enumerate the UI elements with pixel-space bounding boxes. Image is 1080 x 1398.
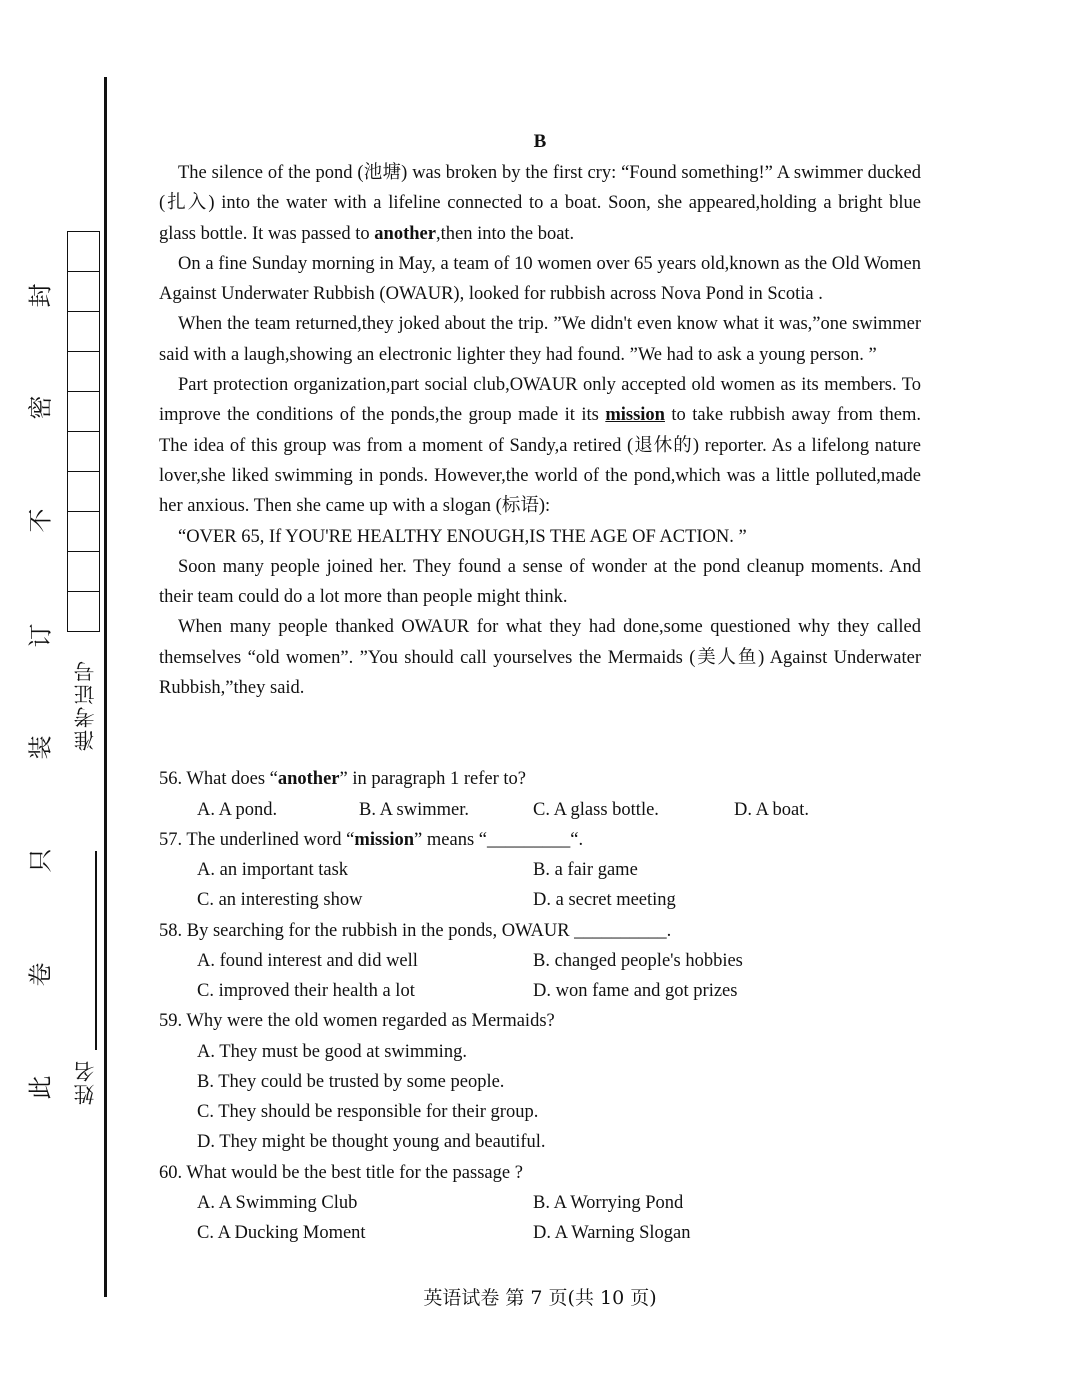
paragraph: “OVER 65, If YOU'RE HEALTHY ENOUGH,IS THE AGE OF ACTION. ” <box>178 526 747 547</box>
seal-char: 只 <box>26 848 55 873</box>
option-60c[interactable]: C. A Ducking Moment <box>197 1223 366 1243</box>
text: ,then into the boat. <box>435 223 575 244</box>
option-60a[interactable]: A. A Swimming Club <box>197 1193 358 1213</box>
id-box[interactable] <box>67 551 100 591</box>
option-59d[interactable]: D. They might be thought young and beautiful. <box>197 1132 546 1152</box>
option-56c[interactable]: C. A glass bottle. <box>533 800 659 820</box>
option-57c[interactable]: C. an interesting show <box>197 890 363 910</box>
option-60b[interactable]: B. A Worrying Pond <box>533 1193 684 1213</box>
bold-word: another <box>277 769 340 789</box>
question-57 <box>159 825 583 855</box>
option-58a[interactable]: A. found interest and did well <box>197 951 418 971</box>
option-59a[interactable]: A. They must be good at swimming. <box>197 1042 467 1062</box>
paragraph: On a fine Sunday morning in May, a team of 10 women over 65 years old,known as the Old Women Against Underwater Rubbish (OWAUR), looked for rubbish across Nova Pond in Scotia . <box>159 253 921 305</box>
question-58: 58. By searching for the rubbish in the ponds, OWAUR __________. <box>159 921 672 941</box>
option-60d[interactable]: D. A Warning Slogan <box>533 1223 691 1243</box>
option-58b[interactable]: B. changed people's hobbies <box>533 951 743 971</box>
paragraph <box>159 158 921 249</box>
seal-char: 此 <box>26 1075 55 1100</box>
id-box[interactable] <box>67 351 100 391</box>
reading-passage <box>159 158 921 703</box>
text: 57. The underlined word “ <box>159 830 355 850</box>
seal-char: 装 <box>26 735 55 760</box>
underlined-word: mission <box>605 405 665 426</box>
name-label: 姓名 <box>73 1059 97 1105</box>
paragraph: When many people thanked OWAUR for what they had done,some questioned why they called themselves “old women”. ”You should call yourselves the Mermaids (美人鱼) Against Underwater Rubbish,”they said. <box>159 617 921 699</box>
question-60: 60. What would be the best title for the passage ? <box>159 1163 523 1183</box>
paragraph <box>159 370 921 521</box>
option-56d[interactable]: D. A boat. <box>734 800 810 820</box>
text: 56. What does “ <box>159 769 278 789</box>
seal-char: 封 <box>26 283 55 308</box>
option-58d[interactable]: D. won fame and got prizes <box>533 981 738 1001</box>
seal-char: 订 <box>26 623 55 648</box>
option-58c[interactable]: C. improved their health a lot <box>197 981 415 1001</box>
bold-word: mission <box>354 830 415 850</box>
question-59: 59. Why were the old women regarded as Mermaids? <box>159 1011 555 1031</box>
option-59c[interactable]: C. They should be responsible for their group. <box>197 1102 539 1122</box>
option-57b[interactable]: B. a fair game <box>533 860 638 880</box>
binding-line <box>104 77 107 1297</box>
text: to take rubbish away from them. The idea of this group was from a moment of Sandy,a retired (退休的) reporter. As a lifelong nature lover,she liked swimming in ponds. However,the world of the pond,which was a little polluted,made her anxious. Then she came up with a slogan (标语): <box>159 405 921 517</box>
page-footer: 英语试卷 第 7 页(共 10 页) <box>423 1287 657 1309</box>
option-57d[interactable]: D. a secret meeting <box>533 890 676 910</box>
name-underline <box>95 851 97 1050</box>
question-56 <box>159 764 526 794</box>
option-57a[interactable]: A. an important task <box>197 860 349 880</box>
section-title: B <box>533 131 547 152</box>
bold-word: another <box>374 223 436 244</box>
id-box[interactable] <box>67 591 100 632</box>
id-box[interactable] <box>67 431 100 471</box>
text: The silence of the pond (池塘) was broken by the first cry: “Found something!” A swimmer ducked (扎入) into the water with a lifeline connected to a boat. Soon, she appeared,holding a bright blue glass bottle. It was passed to <box>159 163 921 244</box>
seal-char: 不 <box>26 508 55 533</box>
id-box[interactable] <box>67 391 100 431</box>
option-56a[interactable]: A. A pond. <box>197 800 278 820</box>
paragraph: When the team returned,they joked about the trip. ”We didn't even know what it was,”one swimmer said with a laugh,showing an electronic lighter they had found. ”We had to ask a young person. ” <box>159 314 921 365</box>
text: ” in paragraph 1 refer to? <box>339 769 526 789</box>
seal-char: 卷 <box>26 962 55 987</box>
paragraph: Soon many people joined her. They found a sense of wonder at the pond cleanup moments. And their team could do a lot more than people might think. <box>159 556 921 608</box>
id-box[interactable] <box>67 271 100 311</box>
id-box[interactable] <box>67 311 100 351</box>
exam-id-label: 准考证号 <box>73 659 97 751</box>
option-59b[interactable]: B. They could be trusted by some people. <box>197 1072 505 1092</box>
text: ” means “_________“. <box>414 830 584 850</box>
id-box[interactable] <box>67 471 100 511</box>
id-box[interactable] <box>67 511 100 551</box>
text: Part protection organization,part social club,OWAUR only accepted old women as its members. To improve the conditions of the ponds,the group made it its <box>159 375 921 426</box>
option-56b[interactable]: B. A swimmer. <box>359 800 469 820</box>
id-box[interactable] <box>67 231 100 271</box>
seal-char: 密 <box>26 395 55 420</box>
exam-id-grid[interactable] <box>67 231 100 632</box>
